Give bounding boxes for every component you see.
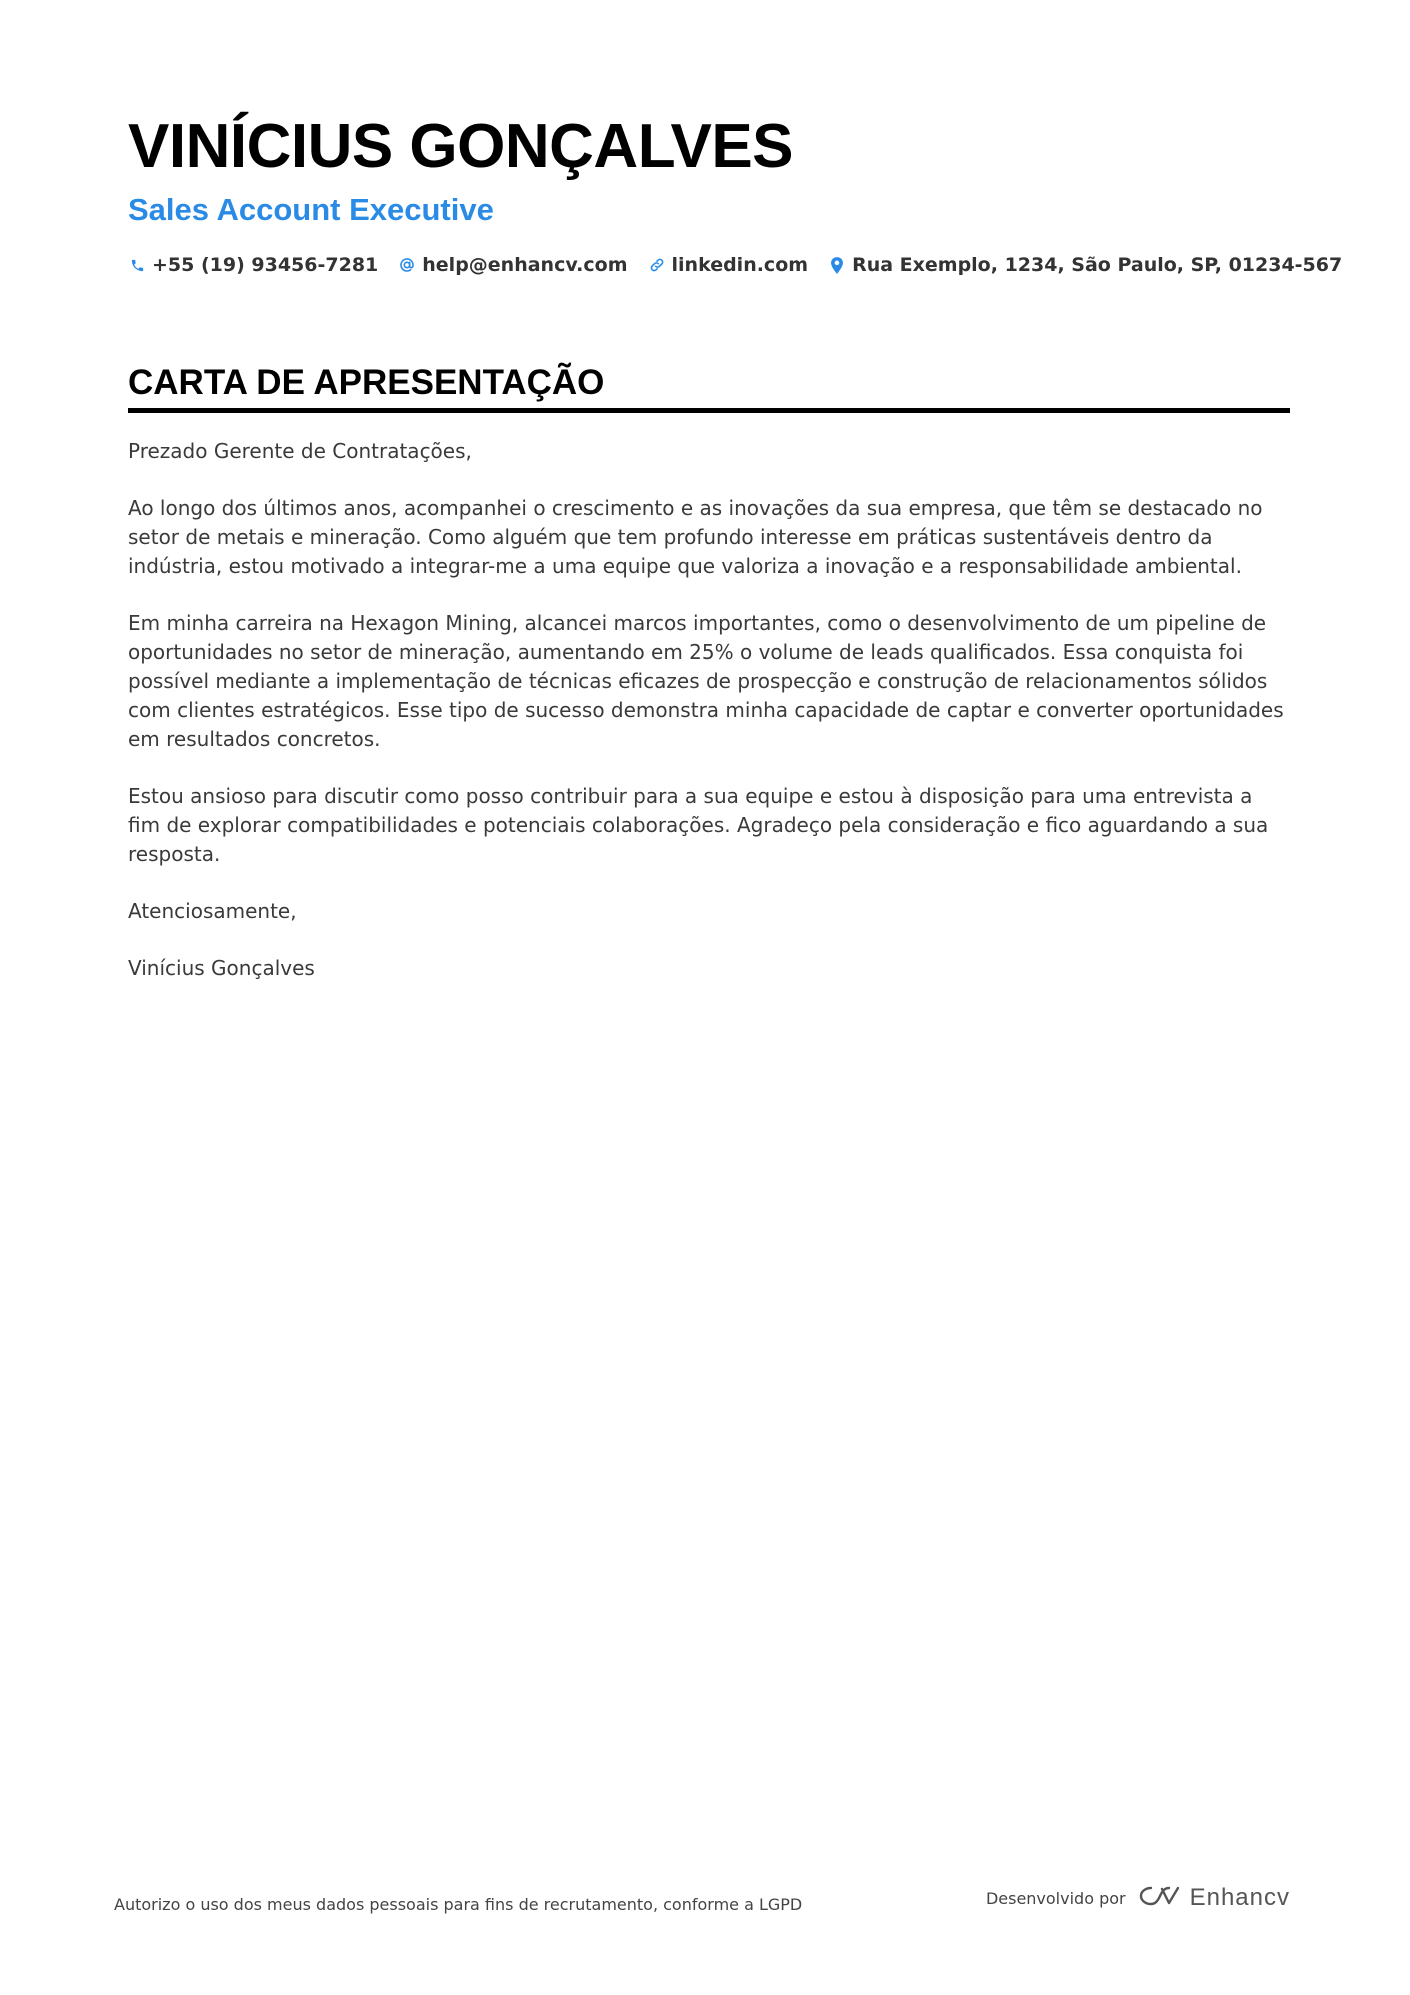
contact-linkedin[interactable] bbox=[648, 254, 809, 276]
section-title: CARTA DE APRESENTAÇÃO bbox=[128, 362, 1290, 413]
contact-bar bbox=[128, 254, 1343, 276]
phone-icon bbox=[128, 256, 146, 274]
contact-email-text[interactable]: help@enhancv.com bbox=[422, 254, 628, 276]
letter-body bbox=[128, 437, 1290, 983]
letter-paragraph: Ao longo dos últimos anos, acompanhei o crescimento e as inovações da sua empresa, que têm se destacado no setor de metais e mineração. Como alguém que tem profundo interesse em práticas sustentáveis dentro da indústria, estou motivado a integrar-me a uma equipe que valoriza a inovação e a responsabilidade ambiental. bbox=[128, 496, 1263, 578]
location-pin-icon bbox=[828, 256, 846, 274]
letter-signature: Vinícius Gonçalves bbox=[128, 956, 315, 980]
letter-closing: Atenciosamente, bbox=[128, 899, 297, 923]
enhancv-logo-icon bbox=[1138, 1884, 1182, 1912]
contact-phone bbox=[128, 254, 378, 276]
contact-address-text: Rua Exemplo, 1234, São Paulo, SP, 01234-567 bbox=[852, 254, 1343, 276]
candidate-name: VINÍCIUS GONÇALVES bbox=[128, 112, 794, 181]
at-icon bbox=[398, 256, 416, 274]
contact-address bbox=[828, 254, 1342, 276]
footer-consent: Autorizo o uso dos meus dados pessoais para fins de recrutamento, conforme a LGPD bbox=[114, 1895, 803, 1914]
link-icon bbox=[648, 256, 666, 274]
job-title: Sales Account Executive bbox=[128, 192, 494, 227]
cover-letter-page bbox=[128, 112, 1343, 1011]
brand-name: Enhancv bbox=[1189, 1884, 1290, 1911]
footer-branding[interactable] bbox=[986, 1884, 1290, 1912]
letter-paragraph: Estou ansioso para discutir como posso contribuir para a sua equipe e estou à disposição para uma entrevista a fim de explorar compatibilidades e potenciais colaborações. Agradeço pela consideração e fico aguardando a sua resposta. bbox=[128, 784, 1269, 866]
contact-linkedin-text[interactable]: linkedin.com bbox=[671, 254, 809, 276]
contact-phone-text: +55 (19) 93456-7281 bbox=[152, 254, 379, 276]
powered-by-label: Desenvolvido por bbox=[985, 1888, 1126, 1908]
letter-paragraph: Em minha carreira na Hexagon Mining, alcancei marcos importantes, como o desenvolvimento de um pipeline de oportunidades no setor de mineração, aumentando em 25% o volume de leads qualificados. Essa conquista foi possível mediante a implementação de técnicas eficazes de prospecção e construção de relacionamentos sólidos com clientes estratégicos. Esse tipo de sucesso demonstra minha capacidade de captar e converter oportunidades em resultados concretos. bbox=[128, 611, 1284, 751]
contact-email[interactable] bbox=[398, 254, 627, 276]
letter-salutation: Prezado Gerente de Contratações, bbox=[128, 439, 472, 463]
